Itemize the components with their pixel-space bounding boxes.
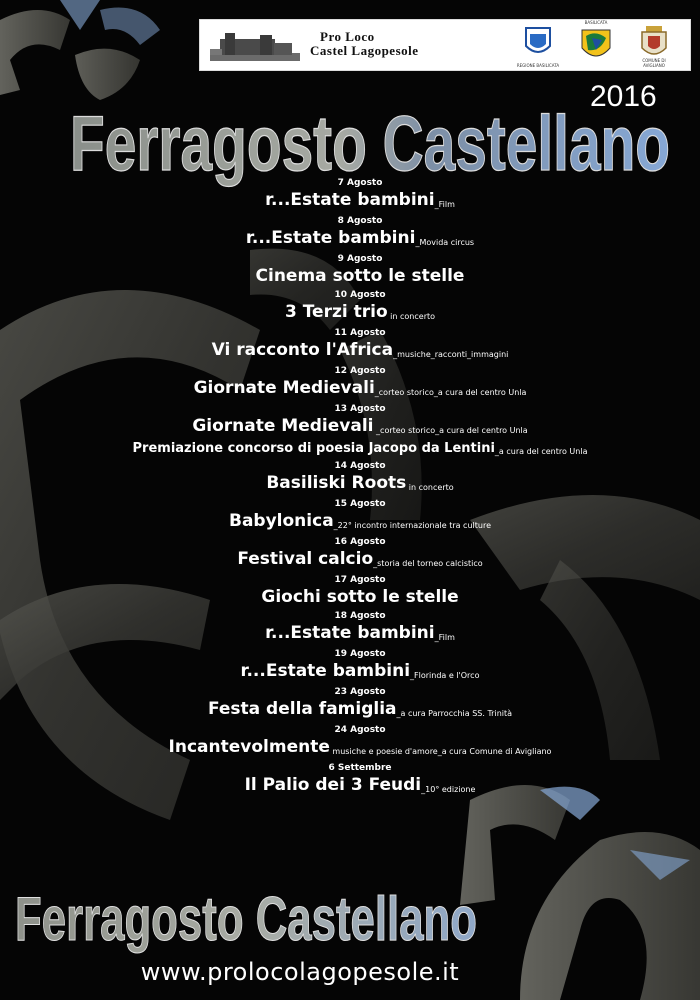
event-note: _Florinda e l'Orco: [410, 671, 480, 680]
year-label: 2016: [590, 80, 657, 113]
event-title-line: [80, 774, 640, 799]
event-note: in concerto: [387, 312, 436, 321]
event-title-line: [80, 586, 640, 609]
main-title-text: Ferragosto Castellano: [70, 99, 670, 187]
event-item: [80, 178, 640, 214]
event-date: 10 Agosto: [334, 290, 386, 300]
event-item: [80, 254, 640, 288]
event-note: _musiche_racconti_immagini: [393, 350, 509, 359]
event-item: [80, 404, 640, 459]
event-note: _22° incontro internazionale tra culture: [333, 521, 491, 530]
basilicata-caption: BASILICATA: [584, 20, 608, 25]
event-title: Cinema sotto le stelle: [255, 266, 465, 286]
regione-caption: REGIONE BASILICATA: [516, 63, 560, 68]
event-date: 7 Agosto: [337, 178, 383, 188]
proloco-line2: Castel Lagopesole: [310, 43, 419, 58]
footer-title: [6, 870, 486, 960]
event-title: r...Estate bambini: [265, 623, 435, 643]
event-title-line: [80, 472, 640, 497]
castle-icon: [210, 29, 300, 61]
comune-crest-icon: [636, 26, 672, 62]
event-title-line: [80, 377, 640, 402]
event-date: 15 Agosto: [334, 499, 386, 509]
event-title-line: [80, 698, 640, 723]
website-link[interactable]: www.prolocolagopesole.it: [140, 958, 460, 986]
event-item: [80, 611, 640, 647]
event-title-line: [80, 548, 640, 573]
event-item: [80, 763, 640, 799]
event-date: 9 Agosto: [337, 254, 383, 264]
event-title: 3 Terzi trio: [284, 302, 388, 322]
event-item: [80, 687, 640, 723]
event-title-line: [80, 622, 640, 647]
event-title: Incantevolmente: [168, 737, 330, 757]
event-item: [80, 328, 640, 364]
event-title: Il Palio dei 3 Feudi: [244, 775, 422, 795]
event-date: 18 Agosto: [334, 611, 386, 621]
event-title: Giochi sotto le stelle: [261, 587, 459, 607]
event-title: Basiliski Roots: [266, 473, 407, 493]
event-date: 11 Agosto: [334, 328, 386, 338]
event-date: 19 Agosto: [334, 649, 386, 659]
event-title: Giornate Medievali: [192, 416, 374, 436]
event-item: [80, 575, 640, 609]
event-second-line: [80, 440, 640, 459]
event-item: [80, 366, 640, 402]
event-date: 17 Agosto: [334, 575, 386, 585]
event-title-line: [80, 415, 640, 440]
regione-basilicata-logo: [516, 26, 560, 68]
event-date: 24 Agosto: [334, 725, 386, 735]
event-note: _storia del torneo calcistico: [373, 559, 483, 568]
event-note: _corteo storico_a cura del centro Unla: [374, 388, 527, 397]
event-title-line: [80, 301, 640, 326]
event-note: _a cura Parrocchia SS. Trinità: [396, 709, 513, 718]
event-note: _corteo storico_a cura del centro Unla: [373, 426, 528, 435]
event-title-secondary: Premiazione concorso di poesia Jacopo da Lentini: [132, 441, 495, 456]
event-item: [80, 537, 640, 573]
event-date: 12 Agosto: [334, 366, 386, 376]
event-item: [80, 649, 640, 685]
event-note: _10° edizione: [421, 785, 476, 794]
event-item: [80, 499, 640, 535]
event-note: in concerto: [406, 483, 454, 492]
event-note-secondary: _a cura del centro Unla: [494, 447, 588, 456]
event-note: musiche e poesie d'amore_a cura Comune di Avigliano: [329, 747, 552, 756]
footer-title-text: Ferragosto Castellano: [15, 885, 477, 954]
event-title: r...Estate bambini: [245, 228, 416, 248]
event-title-line: [80, 660, 640, 685]
event-title-line: [80, 339, 640, 364]
event-title-line: [80, 227, 640, 252]
event-title-line: [80, 189, 640, 214]
proloco-line1: Pro Loco: [320, 29, 375, 44]
event-date: 8 Agosto: [337, 216, 383, 226]
event-date: 16 Agosto: [334, 537, 386, 547]
event-title: Vi racconto l'Africa: [211, 340, 394, 360]
event-title: Babylonica: [229, 511, 334, 531]
event-title: r...Estate bambini: [265, 190, 435, 210]
basilicata-shield-icon: [578, 26, 614, 64]
event-note: _Film: [434, 200, 455, 209]
event-date: 13 Agosto: [334, 404, 386, 414]
event-item: [80, 461, 640, 497]
comune-avigliano-logo: [636, 26, 672, 66]
event-title-line: [80, 736, 640, 761]
event-title-line: [80, 510, 640, 535]
basilicata-logo: [578, 20, 614, 66]
footer-title-graphic: [6, 870, 486, 960]
event-date: 6 Settembre: [328, 763, 392, 773]
event-date: 14 Agosto: [334, 461, 386, 471]
event-title-line: [80, 265, 640, 288]
event-note: _Movida circus: [415, 238, 475, 247]
event-item: [80, 216, 640, 252]
regione-shield-icon: [520, 26, 556, 60]
proloco-name: [310, 30, 419, 58]
event-item: [80, 290, 640, 326]
event-date: 23 Agosto: [334, 687, 386, 697]
event-title: Festa della famiglia: [207, 699, 397, 719]
sponsor-header-bar: [199, 19, 691, 71]
event-note: _Film: [434, 633, 455, 642]
comune-caption: COMUNE DI AVIGLIANO: [642, 58, 666, 68]
event-title: Festival calcio: [237, 549, 374, 569]
event-title: Giornate Medievali: [193, 378, 375, 398]
event-schedule: [80, 176, 640, 799]
event-title: r...Estate bambini: [240, 661, 411, 681]
event-item: [80, 725, 640, 761]
